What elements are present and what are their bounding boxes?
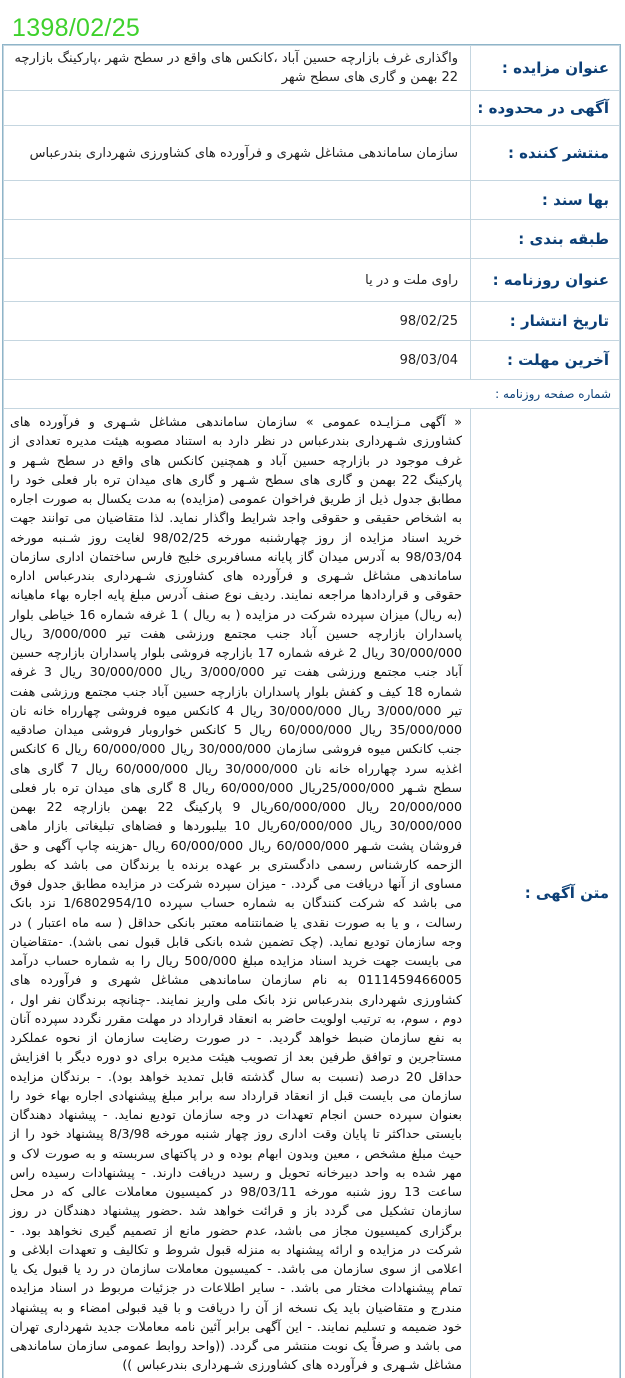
publisher-label: منتشر کننده : [471,126,620,181]
ad-details-table [3,45,620,1378]
row-body [4,409,620,1378]
price-label: بها سند : [471,181,620,220]
publish-date-stamp: 1398/02/25 [12,14,141,42]
row-category [4,220,620,259]
body-label: متن آگهی : [471,409,620,1378]
row-publisher [4,126,620,181]
deadline-value: 98/03/04 [4,341,471,380]
price-value [4,181,471,220]
publish-date-label: تاریخ انتشار : [471,302,620,341]
row-price [4,181,620,220]
category-label: طبقه بندی : [471,220,620,259]
row-newspaper [4,259,620,302]
publisher-value: سازمان ساماندهی مشاغل شهری و فرآورده های کشاورزی شهرداری بندرعباس [4,126,471,181]
row-region [4,91,620,126]
region-label: آگهی در محدوده : [471,91,620,126]
page-number-label: شماره صفحه روزنامه : [4,380,620,409]
newspaper-value: راوی ملت و در یا [4,259,471,302]
newspaper-label: عنوان روزنامه : [471,259,620,302]
category-value [4,220,471,259]
body-text: « آگهی مـزایـده عمومی » سازمان ساماندهی مشاغل شـهری و فرآورده های کشاورزی شـهرداری بندرعباس در نظر دارد به استناد مصوبه هیئت مدیره تعدادی از غرف موجود در بازارچه حسین آباد و همچنین کانکس های واقع در سطح شـهر و پارکینگ 22 بهمن و گاری های سطح شـهر و گاری های میدان تره بار فعلی خود را مطابق جدول ذیل از طریق فراخوان عمومی (مزایده) به مدت یکسال به صورت اجاره به اشخاص حقیقی و حقوقی واجد شرایط واگذار نماید. لذا متقاضیان می توانند جهت خرید اسناد مزایده از روز چهارشنبه مورخه 98/02/25 لغایت روز شـنبه مورخه 98/03/04 به آدرس میدان گاز پایانه مسافربری خلیج فارس ساختمان اداری سازمان ساماندهی مشاغل شـهری و فرآورده های کشاورزی شـهرداری بندرعباس اداره حقوقی و قراردادها مراجعه نمایند. ردیف نوع صنف آدرس مبلغ پایه اجاره بهاء ماهیانه (به ریال) میزان سپرده شرکت در مزایده ( به ریال ) 1 غرفه شماره 16 خیاطی بلوار پاسداران بازارچه حسین آباد جنب مجتمع ورزشی هفت تیر 3/000/000 ریال 30/000/000 ریال 2 غرفه شماره 17 بازارچه فروشی بلوار پاسداران بازارچه حسین آباد جنب مجتمع ورزشی هفت تیر 3/000/000 ریال 30/000/000 ریال 3 غرفه شماره 18 کیف و کفش بلوار پاسداران بازارچه حسین آباد جنب مجتمع ورزشی هفت تیر 3/000/000 ریال 30/000/000 ریال 4 کانکس میوه فروشی چهارراه خانه نان 35/000/000 ریال 60/000/000 ریال 5 کانکس خواروبار فروشی میدان صادقیه جنب کانکس میوه فروشی سازمان 30/000/000 ریال 60/000/000 ریال 6 کانکس اغذیه سرد چهارراه خانه نان 30/000/000 ریال 60/000/000 ریال 7 گاری های سطح شـهر 25/000/000ریال 60/000/000 ریال 8 گاری های میدان تره بار فعلی 20/000/000 ریال 60/000/000ریال 9 پارکینگ 22 بهمن بازارچه 22 بهمن 30/000/000 ریال 60/000/000ریال 10 بیلبوردها و فضاهای تبلیغاتی بازار ماهی فروشان پشت شـهر 60/000/000 ریال 60/000/000 ریال -هزینه چاپ آگهی و حق الزحمه کارشناس رسمی دادگستری بر عهده برنده یا برندگان می باشد که بطور مساوی از آنها دریافت می گردد. - میزان سپرده شرکت در مزایده مطابق جدول فوق می باشد که شرکت کنندگان به شماره حساب سپرده 1/6802954/10 نزد بانک رسالت ، و یا به صورت نقدی یا ضمانتنامه معتبر بانکی حداقل ( سه ماه اعتبار ) در وجه سازمان تودیع نماید. (چک تضمین شده بانکی قابل قبول نمی باشد). -متقاضیان می بایست جهت خرید اسناد مزایده مبلغ 500/000 ریال را به شماره حساب درآمد 0111459466005 به نام سازمان ساماندهی مشاغل شهری و فرآورده های کشاورزی شهرداری بندرعباس نزد بانک ملی واریز نمایند. -چنانچه برندگان نفر اول ، دوم ، سوم، به ترتیب اولویت حاضر به انعقاد قرارداد در مهلت مقرر نگردد سپرده آنان به نفع سازمان ضبط خواهد گردید. - در صورت رضایت سازمان از نحوه عملکرد مستاجرین و توافق طرفین بعد از تصویب هیئت مدیره برای دو دوره دیگر با افزایش حداقل 20 درصد (نسبت به سال گذشته قابل تمدید خواهد بود). - برندگان مزایده سازمان می بایست قبل از انعقاد قرارداد سه برابر مبلغ پیشنهادی اجاره بهاء خود را بعنوان سپرده حسن انجام تعهدات در وجه سازمان تودیع نماید. - پیشنهاد دهندگان بایستی حداکثر تا پایان وقت اداری روز چهار شنبه مورخه 8/3/98 پیشنهاد خود را از حیث مبلغ مشخص ، معین وبدون ابهام بوده و در پاکتهای سربسته و به صورت لاک و مهر شده به واحد دبیرخانه تحویل و رسید دریافت دارند. - پیشنهادات رسیده راس ساعت 13 روز شنبه مورخه 98/03/11 در کمیسیون معاملات عالی که در محل سازمان تشکیل می گردد باز و قرائت خواهد شد .حضور پیشنهاد دهندگان در روز برگزاری کمیسیون مجاز می باشد، عدم حضور مانع از تصمیم گیری نخواهد بود. - شرکت در مزایده و ارائه پیشنهاد به منزله قبول شروط و تکالیف و تعهدات ابلاغی و اعلامی از سوی سازمان می باشد. - کمیسیون معاملات سازمان در رد یا قبول یک یا تمام پیشنهادات مختار می باشد. - سایر اطلاعات در جزئیات مربوط در اسناد مزایده مندرج و متقاضیان باید یک نسخه از آن را دریافت و با قید قبولی امضاء و به پیشنهاد خود ضمیمه و تسلیم نمایند. - این آگهی برابر آئین نامه معاملات جدید شهرداری تهران می باشد و صرفاً یک نوبت منتشر می گردد. ((واحد روابط عمومی سازمان ساماندهی مشاغل شـهری و فرآورده های کشاورزی شـهرداری بندرعباس )) [4,409,471,1378]
row-page-number [4,380,620,409]
row-deadline [4,341,620,380]
row-title [4,46,620,91]
ad-details-frame [2,44,621,1378]
title-value: واگذاری غرف بازارچه حسین آباد ،کانکس های واقع در سطح شهر ،پارکینگ بازارچه 22 بهمن و گاری های سطح شهر [4,46,471,91]
row-publish-date [4,302,620,341]
deadline-label: آخرین مهلت : [471,341,620,380]
publish-date-value: 98/02/25 [4,302,471,341]
region-value [4,91,471,126]
title-label: عنوان مزایده : [471,46,620,91]
